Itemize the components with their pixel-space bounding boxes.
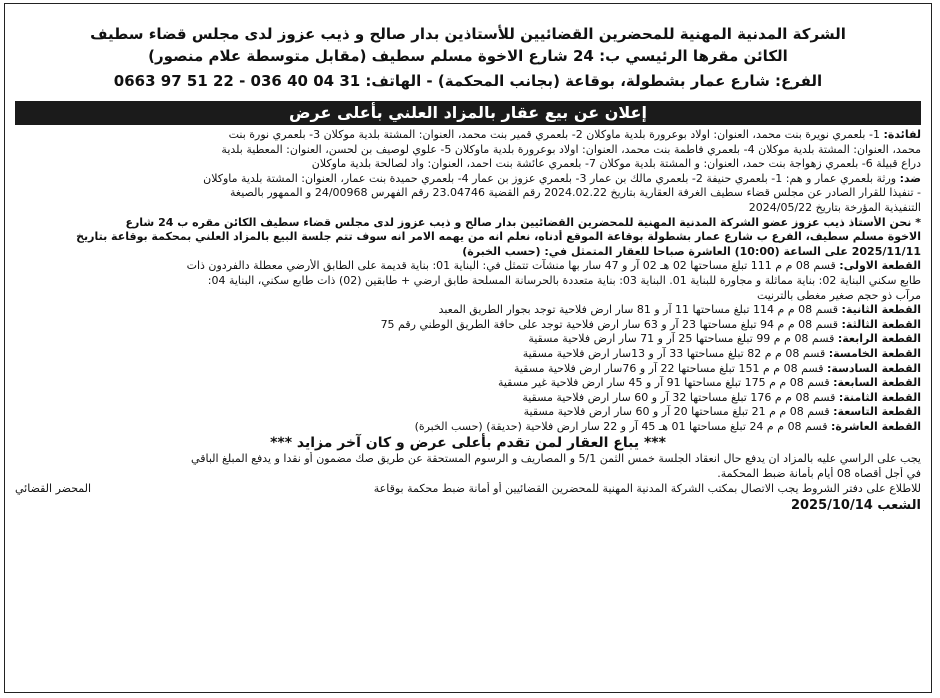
- payment-line-2: في أجل أقصاه 08 أيام بأمانة ضبط المحكمة.: [717, 467, 921, 481]
- line-text: مرآب ذو حجم صغير مغطى بالترنيت: [756, 288, 921, 302]
- line-label: القطعة الثالثة:: [841, 317, 921, 331]
- header-main-office: الكائن مقرها الرئيسي ب: 24 شارع الاخوة مسلم سطيف (مقابل متوسطة علام منصور): [148, 47, 788, 65]
- line-text: 1- بلعمري نويرة بنت محمد، العنوان: اولاد بوعرورة بلدية ماوكلان 2- بلعمري قمير بنت محمد، العنوان: المشتة بلدية موكلان 3- بلعمري نورة بنت: [228, 128, 884, 141]
- notice-line: [15, 216, 921, 231]
- notice-line: [15, 186, 921, 201]
- line-label: القطعة العاشرة:: [830, 419, 921, 433]
- bailiff-signature: المحضر القضائي: [15, 481, 92, 495]
- notice-line: [15, 128, 921, 143]
- line-text: قسم 08 م م 99 تبلغ مساحتها 25 آر و 71 سار ارض فلاحية مسقية: [528, 332, 838, 346]
- notice-line: [15, 245, 921, 260]
- line-text: قسم 08 م م 21 تبلغ مساحتها 20 آر و 60 سار ارض فلاحية مسقية: [523, 405, 834, 419]
- notice-body: [15, 128, 921, 684]
- notice-line: [15, 201, 921, 216]
- line-label: القطعة السابعة:: [833, 376, 921, 390]
- notice-title-banner: إعلان عن بيع عقار بالمزاد العلني بأعلى عرض: [15, 101, 921, 125]
- line-text: قسم 08 م م 114 تبلغ مساحتها 11 آر و 81 سار ارض فلاحية توجد بجوار الطريق المعبد: [438, 303, 842, 317]
- line-text: قسم 08 م م 175 تبلغ مساحتها 91 آر و 45 سار ارض فلاحية غير مسقية: [497, 376, 834, 390]
- notice-line: [15, 274, 921, 289]
- notice-line: [15, 376, 921, 391]
- line-text: قسم 08 م م 94 تبلغ مساحتها 23 آر و 63 سار ارض فلاحية توجد على حافة الطريق الوطني رقم 75: [380, 317, 842, 331]
- line-text: قسم 08 م م 176 تبلغ مساحتها 32 آر و 60 سار ارض فلاحية مسقية: [522, 390, 839, 404]
- notice-line: [15, 332, 921, 347]
- line-text: - تنفيذا للقرار الصادر عن مجلس قضاء سطيف الغرفة العقارية بتاريخ 2024.02.22 رقم القضية 23.04746 رقم الفهرس 24/00968 و الممهور بالصيغة: [230, 186, 921, 200]
- line-label: القطعة الثامنة:: [838, 390, 921, 404]
- line-text: 2025/11/11 على الساعة (10:00) العاشرة صباحا للعقار المتمثل في: (حسب الخبرة): [462, 244, 921, 258]
- notice-line: [15, 318, 921, 333]
- line-label: القطعة الاولى:: [839, 259, 921, 273]
- line-text: * نحن الأستاذ ذيب عزوز عضو الشركة المدنية المهنية للمحضرين القضائيين بدار صالح و ذيب عزوز لدى مجلس قضاء سطيف الكائن مقره ب 24 شارع: [125, 215, 921, 229]
- signature-row: [15, 482, 921, 497]
- notice-line: [15, 230, 921, 245]
- publication-date: الشعب 2025/10/14: [790, 498, 921, 514]
- line-label: القطعة الرابعة:: [837, 332, 921, 346]
- notice-line: [15, 405, 921, 420]
- line-label: القطعة الخامسة:: [828, 346, 921, 360]
- payment-line-1: يجب على الراسي عليه بالمزاد ان يدفع حال انعقاد الجلسة خمس الثمن 5/1 و المصاريف و الرسوم المستحقة عن طريق صك مضمون أو نقدا و يدفع المبلغ الباقي: [191, 452, 921, 466]
- line-label: لفائدة:: [883, 128, 921, 141]
- auction-slogan: *** يباع العقار لمن تقدم بأعلى عرض و كان آخر مزايد ***: [270, 435, 666, 452]
- notice-line: [15, 391, 921, 406]
- line-text: طابع سكني البناية 02: بناية مماثلة و مجاورة للبناية 01. البناية 03: بناية متعددة بالحرسانة المسلحة طابق ارضي + طابقين (02) ذات طابع سكني، البناية 04:: [207, 273, 921, 287]
- line-label: القطعة السادسة:: [827, 361, 921, 375]
- line-text: قسم 08 م م 82 تبلغ مساحتها 33 آر و 13سار ارض فلاحية مسقية: [522, 346, 829, 360]
- notice-line: [15, 172, 921, 187]
- line-text: التنفيذية المؤرخة بتاريخ 2024/05/22: [748, 200, 921, 214]
- line-text: قسم 08 م م 24 تبلغ مساحتها 01 هـ 45 آر و 22 سار ارض فلاحية (حديقة) (حسب الخبرة): [414, 419, 831, 433]
- line-label: ضد:: [899, 171, 921, 185]
- line-text: محمد، العنوان: المشتة بلدية موكلان 4- بلعمري فاطمة بنت محمد، العنوان: اولاد بوعرورة بلدية ماوكلان 5- علوي لوصيف بن لحسن، العنوان: المعطية بلدية: [221, 142, 921, 156]
- line-text: ورثة بلعمري عمار و هم: 1- بلعمري حنيفة 2- بلعمري مالك بن عمار 3- بلعمري عزوز بن عمار 4- بلعمري حميدة بنت عمار، العنوان: المشتة بلدية ماوكلان: [203, 171, 900, 185]
- line-label: القطعة التاسعة:: [833, 405, 921, 419]
- line-text: الاخوة مسلم سطيف، الفرع ب شارع عمار بشطولة بوقاعة الموقع أدناه، نعلم انه من يهمه الامر انه سوف تتم جلسة البيع بالمزاد العلني بمحكمة بوقاعة بتاريخ: [76, 230, 921, 244]
- notice-line: [15, 303, 921, 318]
- notice-line: [15, 289, 921, 304]
- line-text: دراع قبيلة 6- بلعمري زهواجة بنت حمد، العنوان: و المشتة بلدية موكلان 7- بلعمري عائشة بنت احمد، العنوان: واد لصالحة بلدية ماوكلان: [311, 157, 921, 171]
- notice-line: [15, 362, 921, 377]
- header-branch-phone: الفرع: شارع عمار بشطولة، بوقاعة (بجانب المحكمة) - الهاتف: 31 04 40 036 - 22 51 97 0663: [113, 72, 823, 90]
- notice-line: [15, 259, 921, 274]
- notice-line: [15, 347, 921, 362]
- line-text: قسم 08 م م 151 تبلغ مساحتها 22 آر و 76سار ارض فلاحية مسقية: [513, 361, 827, 375]
- line-label: القطعة الثانية:: [841, 303, 921, 317]
- notice-line: [15, 157, 921, 172]
- terms-note: للاطلاع على دفتر الشروط يجب الاتصال بمكتب الشركة المدنية المهنية للمحضرين القضائيين أو أمانة ضبط محكمة بوقاعة: [373, 481, 921, 495]
- header-company-name: الشركة المدنية المهنية للمحضرين القضائيين للأستاذين بدار صالح و ذيب عزوز لدى مجلس قضاء سطيف: [90, 25, 846, 43]
- notice-frame: [4, 3, 932, 693]
- notice-lines: [15, 128, 921, 434]
- notice-line: [15, 420, 921, 435]
- notice-line: [15, 143, 921, 158]
- line-text: قسم 08 م م 111 تبلغ مساحتها 02 هـ 02 آر و 47 سار بها منشآت تتمثل في: البناية 01: بناية قديمة على الطابق الأرضي معطلة دالفردون ذات: [186, 259, 840, 273]
